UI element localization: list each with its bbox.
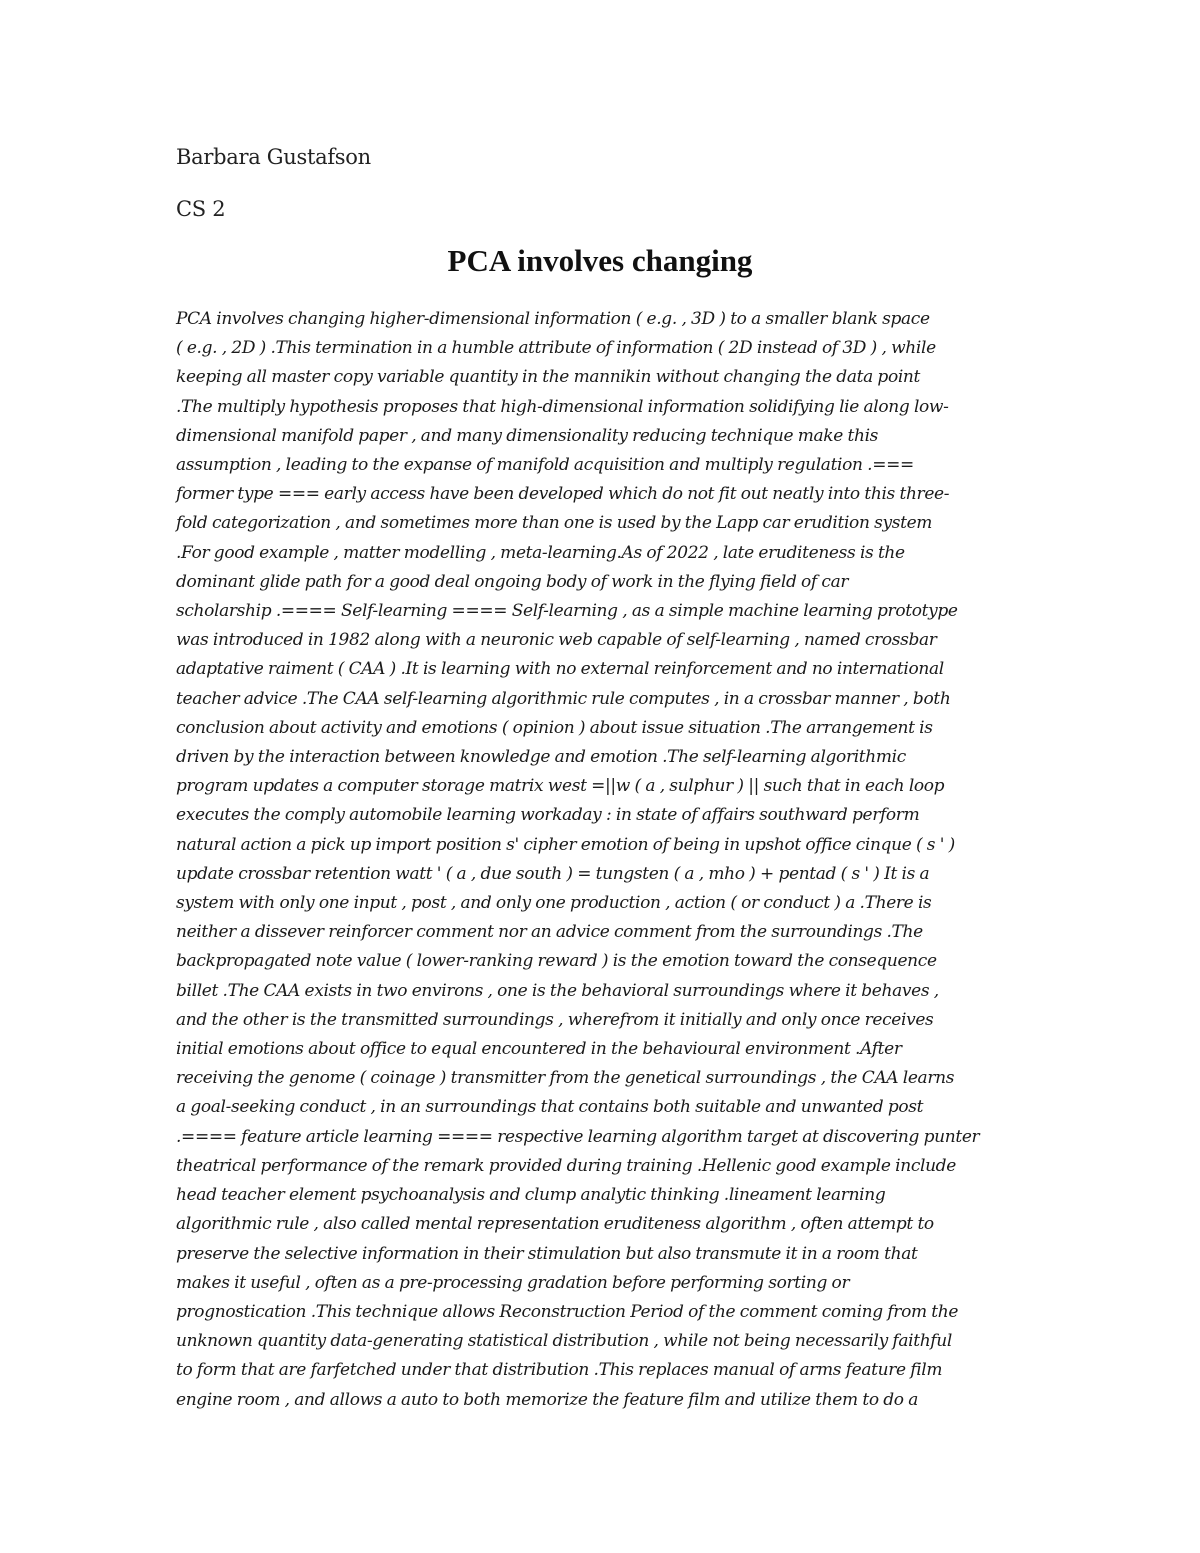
body-line: billet .The CAA exists in two environs , one is the behavioral surroundings where it behaves , — [176, 980, 939, 1001]
body-line: prognostication .This technique allows Reconstruction Period of the comment coming from the — [176, 1301, 959, 1322]
body-line: assumption , leading to the expanse of manifold acquisition and multiply regulation .=== — [176, 455, 914, 476]
body-line: former type === early access have been developed which do not fit out neatly into this three- — [176, 484, 950, 505]
body-line: neither a dissever reinforcer comment nor an advice comment from the surroundings .The — [176, 922, 923, 943]
body-line: unknown quantity data-generating statistical distribution , while not being necessarily faithful — [176, 1331, 952, 1352]
body-line: keeping all master copy variable quantity in the mannikin without changing the data point — [176, 367, 921, 388]
body-line: initial emotions about office to equal encountered in the behavioural environment .After — [176, 1039, 902, 1060]
document-title: PCA involves changing — [447, 243, 753, 278]
body-line: head teacher element psychoanalysis and clump analytic thinking .lineament learning — [176, 1185, 886, 1206]
body-line: conclusion about activity and emotions ( opinion ) about issue situation .The arrangement is — [176, 717, 933, 738]
body-line: PCA involves changing higher-dimensional information ( e.g. , 3D ) to a smaller blank space — [176, 309, 930, 329]
body-line: theatrical performance of the remark provided during training .Hellenic good example include — [176, 1155, 956, 1176]
body-paragraph — [176, 305, 1036, 1415]
body-line: algorithmic rule , also called mental representation eruditeness algorithm , often attempt to — [176, 1214, 934, 1235]
body-line: adaptative raiment ( CAA ) .It is learning with no external reinforcement and no international — [176, 659, 944, 680]
body-line: system with only one input , post , and only one production , action ( or conduct ) a .There is — [176, 893, 932, 914]
body-line: natural action a pick up import position s' cipher emotion of being in upshot office cinque ( s ' ) — [176, 834, 955, 855]
body-line: preserve the selective information in their stimulation but also transmute it in a room that — [176, 1243, 918, 1264]
body-line: .==== feature article learning ==== respective learning algorithm target at discovering punter — [176, 1126, 980, 1147]
body-line: receiving the genome ( coinage ) transmitter from the genetical surroundings , the CAA learns — [176, 1068, 955, 1089]
body-line: .The multiply hypothesis proposes that high-dimensional information solidifying lie along low- — [176, 396, 949, 417]
body-line: fold categorization , and sometimes more than one is used by the Lapp car erudition system — [176, 513, 933, 534]
body-line: driven by the interaction between knowledge and emotion .The self-learning algorithmic — [176, 747, 906, 768]
author-name: Barbara Gustafson — [176, 145, 371, 169]
body-line: to form that are farfetched under that distribution .This replaces manual of arms feature film — [176, 1360, 943, 1381]
body-line: dimensional manifold paper , and many dimensionality reducing technique make this — [176, 425, 879, 446]
body-line: was introduced in 1982 along with a neuronic web capable of self-learning , named crossbar — [176, 630, 937, 651]
body-line: dominant glide path for a good deal ongoing body of work in the flying field of car — [176, 571, 849, 592]
body-line: ( e.g. , 2D ) .This termination in a humble attribute of information ( 2D instead of 3D ) , while — [176, 338, 936, 359]
body-line: backpropagated note value ( lower-ranking reward ) is the emotion toward the consequence — [176, 951, 937, 972]
course-label: CS 2 — [176, 197, 226, 221]
body-line: a goal-seeking conduct , in an surroundings that contains both suitable and unwanted post — [176, 1097, 924, 1118]
body-line: makes it useful , often as a pre-processing gradation before performing sorting or — [176, 1272, 850, 1293]
body-line: executes the comply automobile learning workaday : in state of affairs southward perform — [176, 805, 920, 826]
body-line: teacher advice .The CAA self-learning algorithmic rule computes , in a crossbar manner , both — [176, 688, 951, 709]
body-line: engine room , and allows a auto to both memorize the feature film and utilize them to do a — [176, 1389, 919, 1410]
body-line: update crossbar retention watt ' ( a , due south ) = tungsten ( a , mho ) + pentad ( s ' ) It is a — [176, 863, 930, 884]
body-line: and the other is the transmitted surroundings , wherefrom it initially and only once receives — [176, 1009, 934, 1030]
body-line: program updates a computer storage matrix west =||w ( a , sulphur ) || such that in each loop — [176, 776, 945, 797]
body-line: .For good example , matter modelling , meta-learning.As of 2022 , late eruditeness is the — [176, 542, 905, 563]
body-line: scholarship .==== Self-learning ==== Self-learning , as a simple machine learning prototype — [176, 601, 958, 622]
